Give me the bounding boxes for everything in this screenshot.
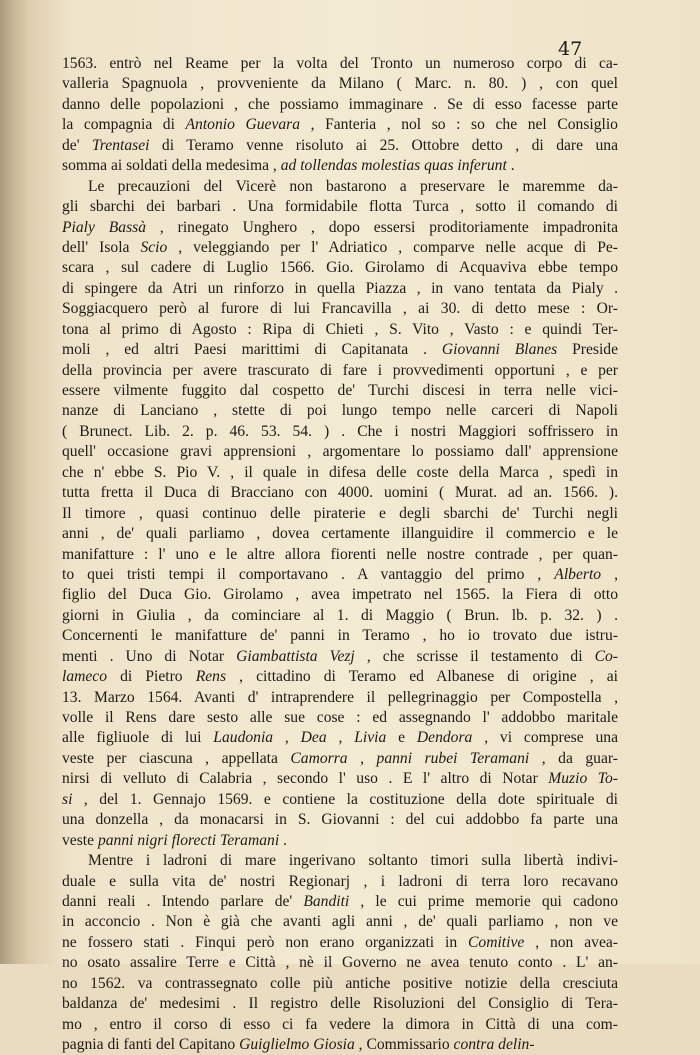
text-line: tutta fretta il Duca di Bracciano con 4000. uomini ( Murat. ad an. 1566. ).: [62, 484, 618, 502]
text-line: della provincia per avere trascurato di fare i provvedimenti opportuni , e per: [62, 361, 618, 379]
text-line: veste per ciascuna , appellata Camorra , panni rubei Teramani , da guar-: [62, 749, 618, 767]
text-line: una donzella , da monacarsi in S. Giovanni : del cui addobbo fa parte una: [62, 811, 618, 829]
text-line: la compagnia di Antonio Guevara , Fanteria , nol so : so che nel Consiglio: [62, 116, 618, 134]
text-line: baldanza de' medesimi . Il registro delle Risoluzioni del Consiglio di Tera-: [62, 995, 618, 1013]
text-line: Soggiacquero però al furore di lui Francavilla , ai 30. di detto mese : Or-: [62, 300, 618, 318]
text-line: che n' ebbe S. Pio V. , il quale in difesa delle coste della Marca , spedì in: [62, 463, 618, 481]
text-line: manifatture : l' uno e le altre allora fiorenti nelle nostre contrade , per quan-: [62, 545, 618, 563]
text-line: si , del 1. Gennajo 1569. e contiene la costituzione della dote spirituale di: [62, 790, 618, 808]
text-line: essere vilmente fuggito dal cospetto de' Turchi discesi in terra nelle vici-: [62, 382, 618, 399]
text-line: gli sbarchi dei barbari . Una formidabile flotta Turca , sotto il comando di: [62, 198, 618, 216]
text-line: figlio del Duca Gio. Girolamo , avea impetrato nel 1565. la Fiera di otto: [62, 586, 618, 604]
text-line: tona al primo di Agosto : Ripa di Chieti , S. Vito , Vasto : e quindi Ter-: [62, 320, 618, 338]
text-line: quell' occasione gravi apprensioni , argomentare lo possiamo dall' apprensione: [62, 443, 618, 461]
text-line: somma ai soldati della medesima , ad tollendas molestias quas inferunt .: [62, 157, 515, 175]
body-text: [62, 54, 618, 1055]
text-line: 1563. entrò nel Reame per la volta del Tronto un numeroso corpo di ca-: [62, 55, 618, 72]
page-gutter-shadow: [0, 0, 28, 964]
text-line: duale e sulla vita de' nostri Regionarj , i ladroni di terra loro recavano: [62, 872, 618, 890]
text-line: alle figliuole di lui Laudonia , Dea , Livia e Dendora , vi comprese una: [62, 729, 619, 747]
text-line: nanze di Lanciano , stette di poi lungo tempo nelle carceri di Napoli: [62, 402, 618, 420]
text-line: dell' Isola Scio , veleggiando per l' Adriatico , comparve nelle acque di Pe-: [62, 238, 618, 256]
text-line: menti . Uno di Notar Giambattista Vezj , che scrisse il testamento di Co-: [62, 647, 618, 665]
text-line: ( Brunect. Lib. 2. p. 46. 53. 54. ) . Che i nostri Maggiori soffrissero in: [62, 422, 618, 440]
text-line: volle il Rens dare sesto alle sue cose : ed assegnando l' addobbo maritale: [62, 709, 618, 726]
text-line: anni , de' quali parliamo , dovea certamente illanguidire il commercio e le: [62, 525, 618, 543]
page-number: 47: [558, 38, 583, 60]
text-line: 13. Marzo 1564. Avanti d' intraprendere il pellegrinaggio per Compostella ,: [62, 688, 618, 706]
text-line: lameco di Pietro Rens , cittadino di Teramo ed Albanese di origine , ai: [62, 668, 618, 686]
text-line: to quei tristi tempi il comportavano . A vantaggio del primo , Alberto ,: [62, 565, 618, 583]
text-line: Pialy Bassà , rinegato Unghero , dopo essersi proditoriamente impadronita: [62, 218, 618, 236]
text-line: nirsi di velluto di Calabria , secondo l' uso . E l' altro di Notar Muzio To-: [62, 770, 618, 788]
text-line: moli , ed altri Paesi marittimi di Capitanata . Giovanni Blanes Preside: [62, 341, 619, 359]
text-line: de' Trentasei di Teramo venne risoluto ai 25. Ottobre detto , di dare una: [62, 136, 618, 154]
text-line: no 1562. va contrassegnato colle più antiche positive notizie della cresciuta: [62, 974, 618, 992]
text-line: ne fossero stati . Finqui però non erano organizzati in Comitive , non avea-: [62, 933, 618, 951]
text-line: di spingere da Atri un rinforzo in quella Piazza , in vano tentata da Pialy .: [62, 279, 618, 297]
text-line: danno delle popolazioni , che possiamo immaginare . Se di esso facesse parte: [62, 95, 618, 113]
text-line: Il timore , quasi continuo delle piraterie e degli sbarchi de' Turchi negli: [62, 504, 618, 522]
text-line: valleria Spagnuola , provveniente da Milano ( Marc. n. 80. ) , con quel: [62, 75, 618, 93]
text-line: Concernenti le manifatture de' panni in Teramo , ho io trovato due istru-: [62, 627, 618, 645]
text-line: giorni in Giulia , da cominciare al 1. di Maggio ( Brun. lb. p. 32. ) .: [62, 606, 618, 624]
text-line: Mentre i ladroni di mare ingerivano soltanto timori sulla libertà indivi-: [88, 852, 618, 870]
text-line: mo , entro il corso di esso ci fa vedere la dimora in Città di una com-: [62, 1015, 618, 1033]
text-line: no osato assalire Terre e Città , nè il Governo ne avea tenuto conto . L' an-: [62, 954, 618, 972]
text-line: scara , sul cadere di Luglio 1566. Gio. Girolamo di Acquaviva ebbe tempo: [62, 259, 618, 277]
text-line: Le precauzioni del Vicerè non bastarono a preservare le maremme da-: [88, 177, 618, 195]
text-line: in acconcio . Non è già che avanti agli anni , de' quali parliamo , non ve: [62, 913, 618, 931]
text-line: pagnia di fanti del Capitano Guiglielmo Giosia , Commissario contra delin-: [62, 1036, 535, 1053]
text-line: veste panni nigri florecti Teramani .: [62, 831, 287, 849]
text-line: danni reali . Intendo parlare de' Banditi , le cui prime memorie qui cadono: [62, 892, 618, 910]
